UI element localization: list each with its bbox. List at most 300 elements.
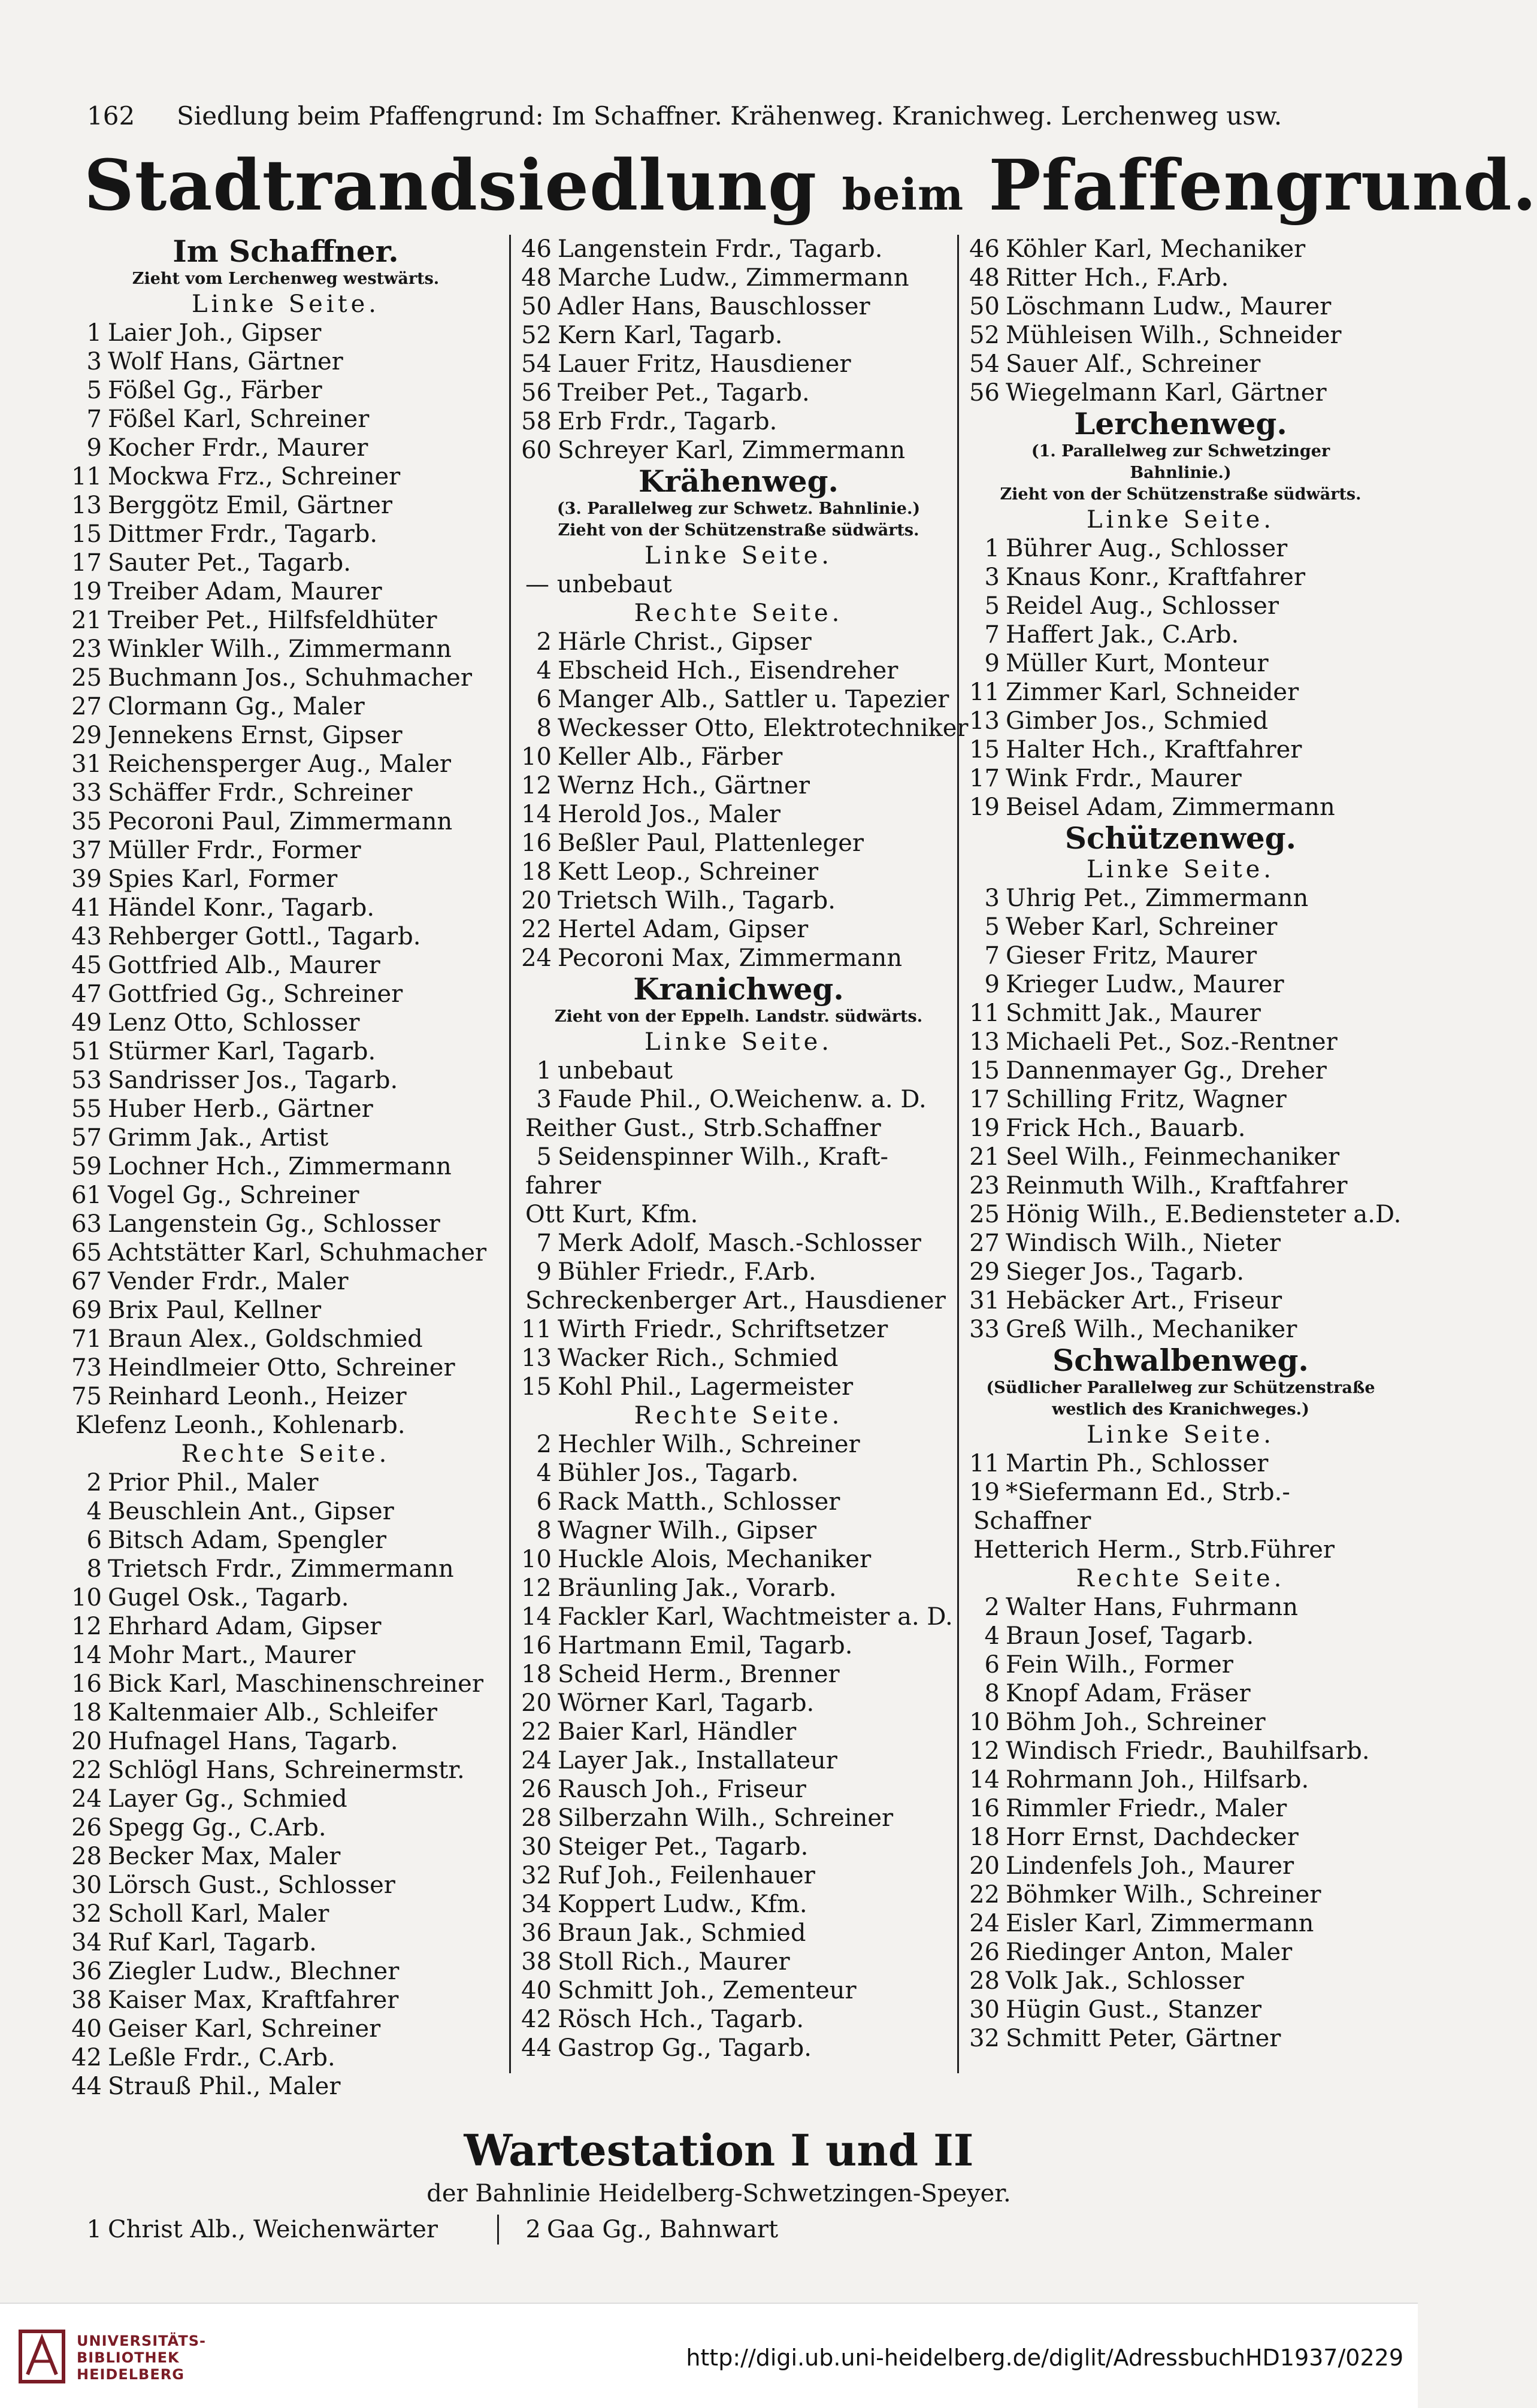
list-item xyxy=(517,771,960,800)
list-item xyxy=(965,1286,1396,1315)
list-item xyxy=(67,980,504,1008)
footer-bar xyxy=(0,2303,1418,2408)
resident-entry: Löschmann Ludw., Maurer xyxy=(1006,293,1332,320)
library-name xyxy=(77,2333,206,2383)
house-number: 52 xyxy=(521,322,552,349)
house-number: 21 xyxy=(71,607,102,634)
resident-entry: Seidenspinner Wilh., Kraft- xyxy=(558,1143,889,1171)
list-item xyxy=(965,263,1396,292)
house-number: 10 xyxy=(521,743,552,771)
house-number: 30 xyxy=(71,1871,102,1899)
list-item xyxy=(517,1804,960,1832)
resident-entry: Reidel Aug., Schlosser xyxy=(1006,592,1279,620)
list-item xyxy=(517,886,960,915)
house-number: 29 xyxy=(71,722,102,749)
house-number: 4 xyxy=(536,657,552,684)
house-number: 32 xyxy=(521,1862,552,1889)
resident-entry: Knopf Adam, Fräser xyxy=(1006,1680,1251,1707)
list-item xyxy=(517,714,969,743)
house-number: 12 xyxy=(71,1613,102,1640)
resident-entry: Keller Alb., Färber xyxy=(558,743,783,771)
house-number: 12 xyxy=(521,772,552,799)
list-item xyxy=(517,1085,960,1114)
source-url-link[interactable]: http://digi.ub.uni-heidelberg.de/diglit/AdressbuchHD1937/0229 xyxy=(686,2345,1403,2371)
resident-entry: Haffert Jak., C.Arb. xyxy=(1006,621,1239,649)
house-number: 27 xyxy=(71,693,102,720)
resident-entry: Marche Ludw., Zimmermann xyxy=(558,264,909,292)
resident-entry: Wacker Rich., Schmied xyxy=(558,1344,839,1372)
list-item xyxy=(517,685,960,714)
list-item xyxy=(965,1200,1402,1229)
resident-entry: Fößel Karl, Schreiner xyxy=(108,405,370,433)
list-item xyxy=(965,1938,1396,1967)
side-heading: Linke Seite. xyxy=(1086,506,1275,534)
resident-entry: Hertel Adam, Gipser xyxy=(558,916,809,943)
list-item xyxy=(67,1698,504,1727)
resident-entry: Mühleisen Wilh., Schneider xyxy=(1006,322,1342,349)
resident-entry: Bick Karl, Maschinenschreiner xyxy=(108,1670,483,1698)
resident-entry: Hügin Gust., Stanzer xyxy=(1006,1996,1261,2024)
list-item xyxy=(965,913,1396,941)
list-item xyxy=(517,944,960,973)
house-number: 20 xyxy=(71,1728,102,1755)
house-number: 2 xyxy=(86,1469,102,1497)
resident-entry: Riedinger Anton, Maler xyxy=(1006,1938,1293,1966)
resident-entry: Rack Matth., Schlosser xyxy=(558,1488,840,1516)
house-number: 2 xyxy=(536,628,552,656)
resident-entry: Schmitt Jak., Maurer xyxy=(1006,999,1261,1027)
house-number: 19 xyxy=(969,1479,1000,1506)
list-item xyxy=(67,807,504,836)
house-number: 6 xyxy=(536,1488,552,1516)
house-number: 10 xyxy=(71,1584,102,1612)
house-number: 58 xyxy=(521,408,552,435)
resident-entry: Clormann Gg., Maler xyxy=(108,693,365,720)
list-item xyxy=(517,1516,960,1545)
list-item xyxy=(965,321,1396,350)
house-number: 5 xyxy=(536,1143,552,1171)
house-number: 9 xyxy=(984,650,1000,677)
house-number: 75 xyxy=(71,1383,102,1410)
house-number: 22 xyxy=(521,1718,552,1746)
list-item xyxy=(67,1842,504,1871)
list-item xyxy=(517,800,960,829)
list-item xyxy=(965,764,1396,793)
resident-entry: Bitsch Adam, Spengler xyxy=(108,1526,386,1554)
house-number: 9 xyxy=(86,434,102,462)
resident-entry: Trietsch Frdr., Zimmermann xyxy=(108,1555,454,1583)
resident-entry: Berggötz Emil, Gärtner xyxy=(108,492,393,519)
resident-entry: Herold Jos., Maler xyxy=(558,801,781,828)
resident-entry: Hufnagel Hans, Tagarb. xyxy=(108,1728,398,1755)
house-number: 55 xyxy=(71,1095,102,1123)
page-number: 162 xyxy=(87,101,135,131)
house-number: 16 xyxy=(71,1670,102,1698)
street-description: (Südlicher Parallelweg zur Schützenstraße xyxy=(986,1379,1375,1397)
resident-entry: Böhmker Wilh., Schreiner xyxy=(1006,1881,1321,1909)
resident-entry: Bühler Friedr., F.Arb. xyxy=(558,1258,816,1286)
running-title: Siedlung beim Pfaffengrund: Im Schaffner. Krähenweg. Kranichweg. Lerchenweg usw. xyxy=(177,101,1282,131)
resident-entry: Beuschlein Ant., Gipser xyxy=(108,1498,394,1525)
resident-entry: Gaa Gg., Bahnwart xyxy=(547,2216,779,2243)
street-heading: Lerchenweg. xyxy=(1074,406,1287,441)
list-item xyxy=(67,606,504,635)
list-item xyxy=(67,893,504,922)
resident-entry: Reichensperger Aug., Maler xyxy=(108,750,452,778)
house-number: 7 xyxy=(86,405,102,433)
list-item xyxy=(67,1641,504,1670)
list-item xyxy=(67,1785,504,1813)
list-item xyxy=(517,915,960,944)
resident-entry: Becker Max, Maler xyxy=(108,1843,341,1870)
house-number: 24 xyxy=(969,1910,1000,1937)
resident-entry: Vogel Gg., Schreiner xyxy=(108,1182,359,1209)
street-description: westlich des Kranichweges.) xyxy=(1052,1400,1309,1419)
house-number: 4 xyxy=(984,1622,1000,1650)
list-item xyxy=(67,1813,504,1842)
house-number: 22 xyxy=(969,1881,1000,1909)
resident-entry: Walter Hans, Fuhrmann xyxy=(1006,1594,1299,1621)
house-number: 24 xyxy=(71,1785,102,1813)
resident-entry: Uhrig Pet., Zimmermann xyxy=(1006,885,1309,912)
title-part-2: beim xyxy=(842,169,964,220)
resident-entry: Braun Alex., Goldschmied xyxy=(108,1325,423,1353)
house-number: 57 xyxy=(71,1124,102,1152)
title-part-1: Stadtrandsiedlung xyxy=(84,145,818,226)
resident-entry: Gugel Osk., Tagarb. xyxy=(108,1584,349,1612)
house-number: 5 xyxy=(984,592,1000,620)
house-number: 3 xyxy=(984,564,1000,591)
list-item xyxy=(517,829,960,858)
house-number: 12 xyxy=(969,1737,1000,1765)
house-number: 36 xyxy=(71,1958,102,1985)
side-heading: Linke Seite. xyxy=(644,1028,833,1056)
list-item xyxy=(965,1650,1396,1679)
resident-entry: Manger Alb., Sattler u. Tapezier xyxy=(558,686,949,713)
side-heading: Linke Seite. xyxy=(1086,856,1275,883)
list-item xyxy=(517,1775,960,1804)
resident-entry: Rausch Joh., Friseur xyxy=(558,1776,806,1803)
resident-entry: Rösch Hch., Tagarb. xyxy=(558,2006,804,2033)
list-item xyxy=(517,1919,960,1947)
list-item xyxy=(965,1967,1396,1995)
resident-entry: Laier Joh., Gipser xyxy=(108,319,322,347)
resident-entry: Krieger Ludw., Maurer xyxy=(1006,971,1284,998)
house-number: 10 xyxy=(969,1709,1000,1736)
resident-entry: Martin Ph., Schlosser xyxy=(1006,1450,1269,1477)
resident-entry: Treiber Pet., Hilfsfeldhüter xyxy=(108,607,437,634)
resident-entry: Stoll Rich., Maurer xyxy=(558,1948,790,1976)
house-number: 11 xyxy=(969,999,1000,1027)
list-item xyxy=(67,577,504,606)
resident-entry: Hebäcker Art., Friseur xyxy=(1006,1287,1282,1314)
list-item xyxy=(517,1603,960,1631)
list-item xyxy=(965,884,1396,913)
list-item xyxy=(67,664,504,692)
house-number: 50 xyxy=(521,293,552,320)
resident-entry: Weckesser Otto, Elektrotechniker xyxy=(558,714,969,742)
house-number: 31 xyxy=(969,1287,1000,1314)
house-number: 25 xyxy=(969,1201,1000,1228)
list-item xyxy=(67,692,504,721)
resident-entry: Kaltenmaier Alb., Schleifer xyxy=(108,1699,437,1727)
resident-entry: Beßler Paul, Plattenleger xyxy=(558,829,864,857)
list-item xyxy=(965,1765,1396,1794)
resident-entry: Knaus Konr., Kraftfahrer xyxy=(1006,564,1306,591)
resident-entry: Mockwa Frz., Schreiner xyxy=(108,463,401,490)
house-number: 37 xyxy=(71,837,102,864)
list-item xyxy=(965,235,1396,263)
resident-entry: Huckle Alois, Mechaniker xyxy=(558,1546,872,1573)
list-item xyxy=(67,922,504,951)
list-item xyxy=(517,235,960,263)
house-number: 5 xyxy=(984,913,1000,941)
list-item xyxy=(67,491,504,520)
column-middle xyxy=(509,235,969,2073)
house-number: 18 xyxy=(71,1699,102,1727)
resident-entry: Dittmer Frdr., Tagarb. xyxy=(108,520,378,548)
house-number: 15 xyxy=(969,1057,1000,1085)
house-number: 54 xyxy=(969,350,1000,378)
list-item xyxy=(965,1593,1396,1622)
house-number: 23 xyxy=(969,1172,1000,1200)
waiting-station-subtitle: der Bahnlinie Heidelberg-Schwetzingen-Speyer. xyxy=(426,2180,1011,2207)
list-item xyxy=(67,1037,504,1066)
resident-entry: Schreyer Karl, Zimmermann xyxy=(558,437,906,464)
list-item xyxy=(517,1746,960,1775)
resident-entry: Scheid Herm., Brenner xyxy=(558,1661,840,1688)
house-number: 19 xyxy=(969,1114,1000,1142)
list-item xyxy=(67,1497,504,1526)
list-item: Reither Gust., Strb.Schaffner xyxy=(525,1114,881,1142)
list-item xyxy=(517,1344,960,1373)
list-item xyxy=(965,378,1396,407)
resident-entry: Müller Frdr., Former xyxy=(108,837,361,864)
resident-entry: Trietsch Wilh., Tagarb. xyxy=(558,887,836,914)
resident-entry: Kett Leop., Schreiner xyxy=(558,858,819,886)
resident-entry: Gieser Fritz, Maurer xyxy=(1006,942,1257,970)
house-number: 7 xyxy=(536,1229,552,1257)
list-item xyxy=(67,1210,504,1238)
house-number: 11 xyxy=(521,1316,552,1343)
house-number: 71 xyxy=(71,1325,102,1353)
list-item xyxy=(965,292,1396,321)
resident-entry: Strauß Phil., Maler xyxy=(108,2073,341,2100)
list-item: Schaffner xyxy=(973,1507,1091,1535)
list-item xyxy=(517,858,960,886)
house-number: 26 xyxy=(521,1776,552,1803)
house-number: 33 xyxy=(969,1316,1000,1343)
resident-entry: Michaeli Pet., Soz.-Rentner xyxy=(1006,1028,1338,1056)
list-item xyxy=(517,1459,960,1488)
list-item xyxy=(67,1957,504,1986)
side-heading: Rechte Seite. xyxy=(634,1402,843,1429)
resident-entry: Ruf Karl, Tagarb. xyxy=(108,1929,317,1956)
library-logo-icon xyxy=(17,2328,67,2385)
resident-entry: Köhler Karl, Mechaniker xyxy=(1006,235,1306,263)
house-number: 2 xyxy=(525,2216,541,2243)
list-item xyxy=(67,779,504,807)
house-number: 69 xyxy=(71,1297,102,1324)
list-item xyxy=(965,1622,1396,1650)
list-item xyxy=(517,1229,960,1258)
list-item xyxy=(965,1823,1396,1852)
resident-entry: Eisler Karl, Zimmermann xyxy=(1006,1910,1314,1937)
house-number: 29 xyxy=(969,1258,1000,1286)
resident-entry: Schlögl Hans, Schreinermstr. xyxy=(108,1756,465,1784)
resident-entry: Händel Konr., Tagarb. xyxy=(108,894,375,922)
list-item xyxy=(67,405,504,434)
resident-entry: Christ Alb., Weichenwärter xyxy=(108,2216,438,2243)
list-item xyxy=(67,549,504,577)
resident-entry: Rehberger Gottl., Tagarb. xyxy=(108,923,421,950)
house-number: 1 xyxy=(984,535,1000,562)
resident-entry: Hechler Wilh., Schreiner xyxy=(558,1431,860,1458)
street-description: Zieht von der Schützenstraße südwärts. xyxy=(1000,485,1361,504)
resident-entry: Ruf Joh., Feilenhauer xyxy=(558,1862,815,1889)
resident-entry: Wernz Hch., Gärtner xyxy=(558,772,810,799)
house-number: 28 xyxy=(969,1967,1000,1995)
list-item xyxy=(67,1382,504,1411)
list-item xyxy=(67,1871,504,1900)
resident-entry: Brix Paul, Kellner xyxy=(108,1297,322,1324)
resident-entry: Schmitt Peter, Gärtner xyxy=(1006,2025,1281,2052)
list-item xyxy=(517,1631,960,1660)
list-item xyxy=(67,1555,504,1583)
list-item xyxy=(517,1574,960,1603)
resident-entry: Rimmler Friedr., Maler xyxy=(1006,1795,1287,1822)
street-description: Bahnlinie.) xyxy=(1130,464,1232,482)
house-number: 51 xyxy=(71,1038,102,1065)
list-item xyxy=(965,707,1396,735)
house-number: 16 xyxy=(521,1632,552,1659)
resident-entry: Ebscheid Hch., Eisendreher xyxy=(558,657,898,684)
house-number: 67 xyxy=(71,1268,102,1295)
house-number: 24 xyxy=(521,944,552,972)
list-item xyxy=(517,378,960,407)
list-item xyxy=(517,1689,960,1718)
list-item xyxy=(517,407,960,436)
resident-entry: Ehrhard Adam, Gipser xyxy=(108,1613,382,1640)
list-item xyxy=(67,750,504,779)
street-description: Zieht von der Eppelh. Landstr. südwärts. xyxy=(554,1007,923,1026)
house-number: 26 xyxy=(969,1938,1000,1966)
street-heading: Schützenweg. xyxy=(1064,820,1297,856)
resident-entry: Mohr Mart., Maurer xyxy=(108,1641,356,1669)
house-number: 22 xyxy=(71,1756,102,1784)
resident-entry: Greß Wilh., Mechaniker xyxy=(1006,1316,1297,1343)
resident-entry: Lochner Hch., Zimmermann xyxy=(108,1153,452,1180)
resident-entry: Weber Karl, Schreiner xyxy=(1006,913,1278,941)
house-number: 13 xyxy=(969,1028,1000,1056)
street-heading: Im Schaffner. xyxy=(173,234,399,269)
house-number: 54 xyxy=(521,350,552,378)
list-item xyxy=(517,1861,960,1890)
list-item xyxy=(965,1229,1396,1258)
list-item xyxy=(965,1056,1396,1085)
list-item xyxy=(517,1660,960,1689)
house-number: 11 xyxy=(969,1450,1000,1477)
list-item xyxy=(517,1832,960,1861)
resident-entry: Stürmer Karl, Tagarb. xyxy=(108,1038,376,1065)
house-number: 61 xyxy=(71,1182,102,1209)
list-item xyxy=(965,1171,1396,1200)
list-item xyxy=(67,951,504,980)
resident-entry: Gottfried Gg., Schreiner xyxy=(108,980,403,1008)
house-number: 36 xyxy=(521,1919,552,1947)
resident-entry: Reinmuth Wilh., Kraftfahrer xyxy=(1006,1172,1348,1200)
house-number: 20 xyxy=(521,1689,552,1717)
house-number: 5 xyxy=(86,377,102,404)
list-item xyxy=(965,735,1396,764)
list-item xyxy=(965,1679,1396,1708)
house-number: 25 xyxy=(71,664,102,692)
house-number: 1 xyxy=(86,319,102,347)
list-item xyxy=(67,1267,504,1296)
house-number: 2 xyxy=(984,1594,1000,1621)
column-left xyxy=(67,234,504,2100)
resident-entry: Volk Jak., Schlosser xyxy=(1006,1967,1244,1995)
page-title xyxy=(84,144,1537,237)
house-number: 45 xyxy=(71,952,102,979)
resident-entry: Kern Karl, Tagarb. xyxy=(558,322,783,349)
list-item xyxy=(67,1727,504,1756)
house-number: 11 xyxy=(71,463,102,490)
house-number: 23 xyxy=(71,635,102,663)
house-number: 11 xyxy=(969,679,1000,706)
side-heading: Linke Seite. xyxy=(644,542,833,570)
house-number: 24 xyxy=(521,1747,552,1774)
house-number: 10 xyxy=(521,1546,552,1573)
house-number: 1 xyxy=(536,1057,552,1085)
list-item xyxy=(67,347,504,376)
resident-entry: Treiber Adam, Maurer xyxy=(108,578,382,605)
side-heading: Rechte Seite. xyxy=(1076,1565,1285,1592)
house-number: 12 xyxy=(521,1574,552,1602)
list-item xyxy=(67,434,504,462)
resident-entry: Schmitt Joh., Zementeur xyxy=(558,1977,857,2004)
house-number: 16 xyxy=(969,1795,1000,1822)
house-number: 48 xyxy=(969,264,1000,292)
list-item xyxy=(965,1852,1396,1880)
resident-entry: Halter Hch., Kraftfahrer xyxy=(1006,736,1302,764)
list-item xyxy=(67,2072,504,2101)
resident-entry: Pecoroni Paul, Zimmermann xyxy=(108,808,453,835)
street-description: Zieht von der Schützenstraße südwärts. xyxy=(558,521,919,540)
list-item xyxy=(67,721,504,750)
resident-entry: Adler Hans, Bauschlosser xyxy=(558,293,870,320)
list-item xyxy=(965,1794,1396,1823)
resident-entry: Schilling Fritz, Wagner xyxy=(1006,1086,1287,1113)
resident-entry: Grimm Jak., Artist xyxy=(108,1124,329,1152)
resident-entry: Sandrisser Jos., Tagarb. xyxy=(108,1067,398,1094)
resident-entry: Geiser Karl, Schreiner xyxy=(108,2015,381,2043)
list-item xyxy=(67,2215,438,2245)
house-number: 60 xyxy=(521,437,552,464)
list-item xyxy=(67,1353,504,1382)
house-number: 46 xyxy=(969,235,1000,263)
list-item: Schreckenberger Art., Hausdiener xyxy=(525,1287,946,1314)
house-number: 3 xyxy=(984,885,1000,912)
list-item xyxy=(965,1085,1396,1114)
side-heading: Rechte Seite. xyxy=(181,1440,391,1468)
list-item xyxy=(517,1315,960,1344)
resident-entry: Gimber Jos., Schmied xyxy=(1006,707,1269,735)
list-item xyxy=(965,1258,1396,1286)
resident-entry: Kohl Phil., Lagermeister xyxy=(558,1373,854,1401)
library-name-line: BIBLIOTHEK xyxy=(77,2349,180,2366)
house-number: 33 xyxy=(71,779,102,807)
